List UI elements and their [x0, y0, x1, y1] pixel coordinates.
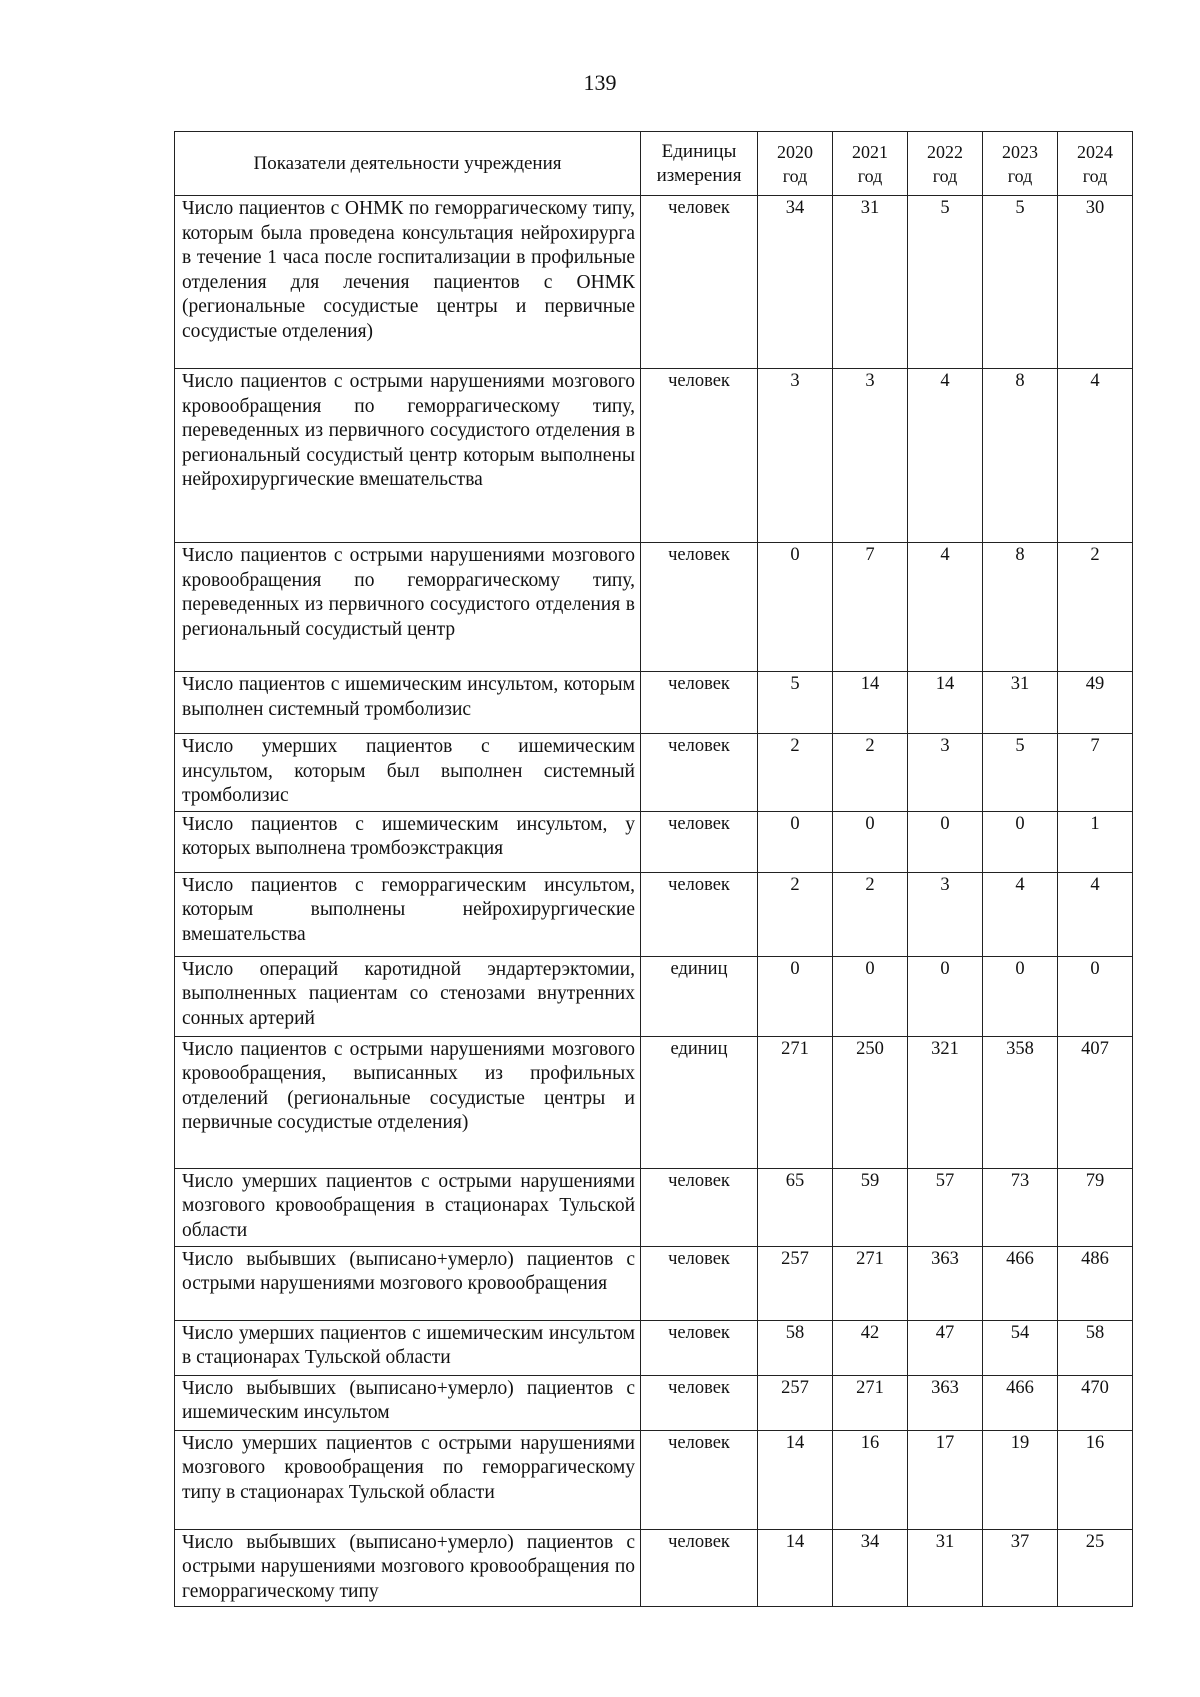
row-indicator: Число умерших пациентов с ишемическим инсультом, которым был выполнен системный тромболизис [175, 734, 641, 812]
row-indicator: Число пациентов с острыми нарушениями мозгового кровообращения по геморрагическому типу, переведенных из первичного сосудистого отделения в региональный сосудистый центр которым выполнены нейрохирургические вмешательства [175, 369, 641, 543]
value-2020: 3 [758, 369, 833, 543]
value-2023: 466 [983, 1246, 1058, 1320]
row-unit: человек [641, 672, 758, 734]
value-2023: 19 [983, 1430, 1058, 1529]
value-2022: 31 [908, 1529, 983, 1607]
value-2024: 58 [1058, 1320, 1133, 1375]
row-unit: человек [641, 196, 758, 369]
value-2022: 321 [908, 1036, 983, 1168]
value-2020: 65 [758, 1168, 833, 1246]
table-row [175, 1375, 1133, 1430]
row-unit: человек [641, 543, 758, 672]
value-2021: 59 [833, 1168, 908, 1246]
row-indicator: Число умерших пациентов с ишемическим инсультом в стационарах Тульской области [175, 1320, 641, 1375]
value-2023: 8 [983, 543, 1058, 672]
value-2021: 0 [833, 956, 908, 1036]
header-year-2021 [833, 132, 908, 196]
row-unit: единиц [641, 1036, 758, 1168]
row-unit: человек [641, 811, 758, 872]
value-2020: 5 [758, 672, 833, 734]
header-year-number: 2020 [777, 141, 813, 162]
value-2022: 3 [908, 734, 983, 812]
row-unit: человек [641, 734, 758, 812]
value-2023: 73 [983, 1168, 1058, 1246]
value-2022: 47 [908, 1320, 983, 1375]
row-unit: человек [641, 1375, 758, 1430]
value-2021: 271 [833, 1375, 908, 1430]
table-row [175, 734, 1133, 812]
value-2021: 0 [833, 811, 908, 872]
value-2022: 0 [908, 956, 983, 1036]
page-number: 139 [583, 70, 617, 95]
table-row [175, 1529, 1133, 1607]
value-2020: 257 [758, 1246, 833, 1320]
value-2023: 0 [983, 811, 1058, 872]
value-2020: 14 [758, 1529, 833, 1607]
value-2022: 363 [908, 1375, 983, 1430]
value-2021: 3 [833, 369, 908, 543]
value-2024: 407 [1058, 1036, 1133, 1168]
header-year-2023 [983, 132, 1058, 196]
value-2023: 37 [983, 1529, 1058, 1607]
value-2021: 271 [833, 1246, 908, 1320]
value-2022: 3 [908, 872, 983, 956]
value-2021: 14 [833, 672, 908, 734]
table-row [175, 1246, 1133, 1320]
value-2023: 5 [983, 196, 1058, 369]
row-indicator: Число выбывших (выписано+умерло) пациентов с острыми нарушениями мозгового кровообращения по геморрагическому типу [175, 1529, 641, 1607]
value-2024: 4 [1058, 369, 1133, 543]
row-indicator: Число выбывших (выписано+умерло) пациентов с острыми нарушениями мозгового кровообращения [175, 1246, 641, 1320]
table-row [175, 1430, 1133, 1529]
value-2023: 358 [983, 1036, 1058, 1168]
value-2020: 2 [758, 872, 833, 956]
row-indicator: Число умерших пациентов с острыми нарушениями мозгового кровообращения в стационарах Тульской области [175, 1168, 641, 1246]
row-unit: единиц [641, 956, 758, 1036]
indicators-table [174, 131, 1133, 1607]
row-indicator: Число операций каротидной эндартерэктомии, выполненных пациентам со стенозами внутренних сонных артерий [175, 956, 641, 1036]
value-2020: 14 [758, 1430, 833, 1529]
header-year-suffix: год [1082, 165, 1108, 186]
row-indicator: Число умерших пациентов с острыми нарушениями мозгового кровообращения по геморрагическому типу в стационарах Тульской области [175, 1430, 641, 1529]
value-2024: 30 [1058, 196, 1133, 369]
header-year-number: 2023 [1002, 141, 1038, 162]
row-indicator: Число пациентов с ОНМК по геморрагическому типу, которым была проведена консультация нейрохирурга в течение 1 часа после госпитализации в профильные отделения для лечения пациентов с ОНМК (региональные сосудистые центры и первичные сосудистые отделения) [175, 196, 641, 369]
value-2024: 0 [1058, 956, 1133, 1036]
value-2021: 2 [833, 734, 908, 812]
value-2021: 16 [833, 1430, 908, 1529]
value-2021: 34 [833, 1529, 908, 1607]
row-unit: человек [641, 1168, 758, 1246]
header-units-line2: измерения [656, 164, 742, 186]
value-2022: 4 [908, 369, 983, 543]
header-units [641, 132, 758, 196]
value-2021: 2 [833, 872, 908, 956]
value-2024: 2 [1058, 543, 1133, 672]
header-year-suffix: год [857, 165, 883, 186]
header-year-suffix: год [1007, 165, 1033, 186]
value-2024: 7 [1058, 734, 1133, 812]
value-2023: 54 [983, 1320, 1058, 1375]
value-2023: 4 [983, 872, 1058, 956]
value-2023: 5 [983, 734, 1058, 812]
row-unit: человек [641, 1320, 758, 1375]
row-indicator: Число пациентов с ишемическим инсультом, которым выполнен системный тромболизис [175, 672, 641, 734]
value-2024: 4 [1058, 872, 1133, 956]
table-row [175, 872, 1133, 956]
header-year-number: 2022 [927, 141, 963, 162]
row-unit: человек [641, 1529, 758, 1607]
value-2020: 271 [758, 1036, 833, 1168]
value-2024: 1 [1058, 811, 1133, 872]
table-header-row [175, 132, 1133, 196]
row-indicator: Число пациентов с острыми нарушениями мозгового кровообращения, выписанных из профильных отделений (региональные сосудистые центры и первичные сосудистые отделения) [175, 1036, 641, 1168]
header-year-2020 [758, 132, 833, 196]
value-2024: 470 [1058, 1375, 1133, 1430]
row-indicator: Число пациентов с острыми нарушениями мозгового кровообращения по геморрагическому типу, переведенных из первичного сосудистого отделения в региональный сосудистый центр [175, 543, 641, 672]
value-2022: 0 [908, 811, 983, 872]
value-2023: 0 [983, 956, 1058, 1036]
value-2020: 34 [758, 196, 833, 369]
row-indicator: Число выбывших (выписано+умерло) пациентов с ишемическим инсультом [175, 1375, 641, 1430]
header-year-number: 2024 [1077, 141, 1113, 162]
value-2020: 0 [758, 543, 833, 672]
table-row [175, 956, 1133, 1036]
value-2020: 257 [758, 1375, 833, 1430]
value-2024: 16 [1058, 1430, 1133, 1529]
table-row [175, 543, 1133, 672]
header-year-suffix: год [932, 165, 958, 186]
table-row [175, 672, 1133, 734]
header-year-suffix: год [782, 165, 808, 186]
value-2023: 466 [983, 1375, 1058, 1430]
value-2022: 57 [908, 1168, 983, 1246]
value-2022: 17 [908, 1430, 983, 1529]
row-unit: человек [641, 369, 758, 543]
row-unit: человек [641, 1430, 758, 1529]
value-2022: 4 [908, 543, 983, 672]
row-indicator: Число пациентов с геморрагическим инсультом, которым выполнены нейрохирургические вмешательства [175, 872, 641, 956]
header-year-2024 [1058, 132, 1133, 196]
table-row [175, 1168, 1133, 1246]
value-2021: 250 [833, 1036, 908, 1168]
row-indicator: Число пациентов с ишемическим инсультом, у которых выполнена тромбоэкстракция [175, 811, 641, 872]
row-unit: человек [641, 1246, 758, 1320]
value-2023: 31 [983, 672, 1058, 734]
table-row [175, 196, 1133, 369]
value-2021: 31 [833, 196, 908, 369]
header-year-2022 [908, 132, 983, 196]
table-row [175, 1320, 1133, 1375]
header-units-line1: Единицы [661, 140, 737, 162]
value-2021: 7 [833, 543, 908, 672]
value-2024: 49 [1058, 672, 1133, 734]
value-2024: 486 [1058, 1246, 1133, 1320]
row-unit: человек [641, 872, 758, 956]
value-2022: 363 [908, 1246, 983, 1320]
value-2024: 25 [1058, 1529, 1133, 1607]
table-row [175, 811, 1133, 872]
header-indicator: Показатели деятельности учреждения [175, 132, 641, 196]
value-2023: 8 [983, 369, 1058, 543]
value-2022: 14 [908, 672, 983, 734]
value-2020: 2 [758, 734, 833, 812]
header-year-number: 2021 [852, 141, 888, 162]
value-2022: 5 [908, 196, 983, 369]
value-2020: 0 [758, 811, 833, 872]
value-2020: 58 [758, 1320, 833, 1375]
table-row [175, 1036, 1133, 1168]
value-2021: 42 [833, 1320, 908, 1375]
value-2024: 79 [1058, 1168, 1133, 1246]
table-row [175, 369, 1133, 543]
value-2020: 0 [758, 956, 833, 1036]
